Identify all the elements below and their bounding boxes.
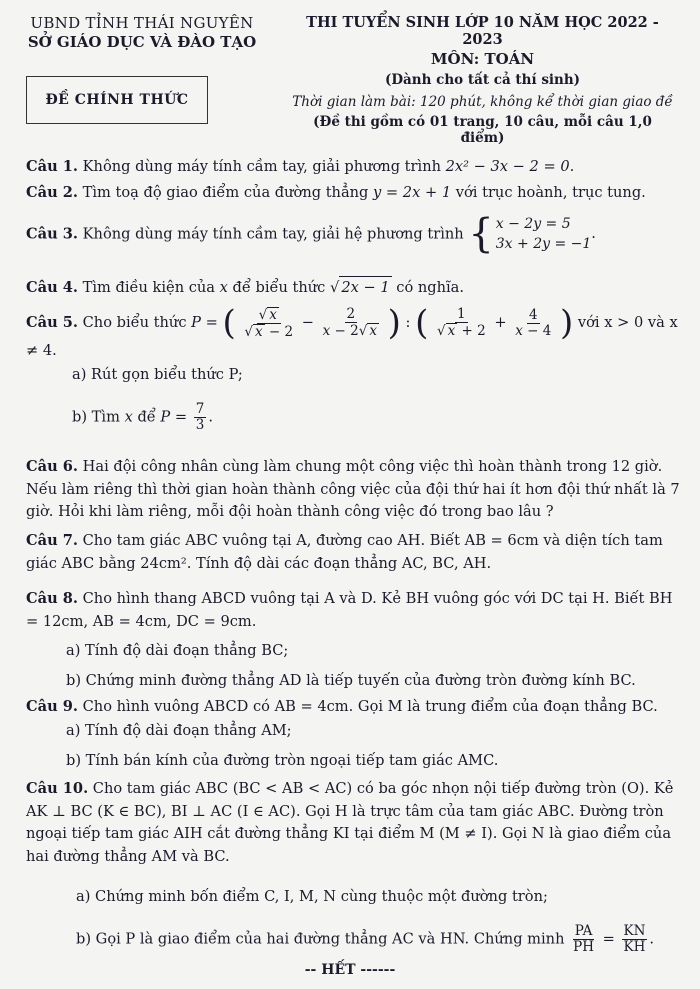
q8-part-b: b) Chứng minh đường thẳng AD là tiếp tuyến của đường tròn đường kính BC.	[66, 672, 636, 689]
q10-part-b: b) Gọi P là giao điểm của hai đường thẳng AC và HN. Chứng minh $\frac{PA}{PH}$ = $\frac{KN}{KH}$ .	[76, 923, 655, 955]
q5-expression: P = ( $\frac{√ x}{√ x - 2}$ − $\frac{2}{x - 2√ x}$ ) : ( $\frac{1}{√ x + 2}$ + $\frac{4}{x - 4}$ )	[191, 303, 574, 343]
official-stamp-box: ĐỀ CHÍNH THỨC	[26, 76, 208, 124]
q8-part-a: a) Tính độ dài đoạn thẳng BC;	[66, 642, 289, 659]
q9-part-a: a) Tính độ dài đoạn thẳng AM;	[66, 722, 292, 739]
exam-duration: Thời gian làm bài: 120 phút, không kể thời gian giao đề	[292, 94, 673, 110]
question-6: Câu 6. Hai đội công nhân cùng làm chung một công việc thì hoàn thành trong 12 giờ. Nếu làm riêng thì thời gian hoàn thành công việc của đội thứ hai ít hơn đội thứ nhất là 7 giờ. Hỏi khi làm riêng, mỗi đội hoàn thành công việc đó trong bao lâu ?	[26, 458, 680, 521]
question-10: Câu 10. Cho tam giác ABC (BC < AB < AC) có ba góc nhọn nội tiếp đường tròn (O). Kẻ AK ⊥ BC (K ∈ BC), BI ⊥ AC (I ∈ AC). Gọi H là trực tâm của tam giác ABC. Đường tròn ngoại tiếp tam giác AIH cắt đường thẳng KI tại điểm M (M ≠ I). Gọi N là giao điểm của hai đường thẳng AM và BC.	[26, 780, 674, 865]
q4-sqrt-expression: √ 2x − 1	[330, 279, 392, 296]
question-5: Câu 5. Cho biểu thức P = ( $\frac{√ x}{√ x - 2}$ − $\frac{2}{x - 2√ x}$ ) : ( $\frac{1}{√ x + 2}$ + $\frac{4}{x - 4}$ ) với x > 0 và x ≠ 4.	[26, 303, 678, 359]
question-3: Câu 3. Không dùng máy tính cầm tay, giải hệ phương trình { x − 2y = 5 3x + 2y = −1 .	[26, 211, 596, 258]
question-7: Câu 7. Cho tam giác ABC vuông tại A, đường cao AH. Biết AB = 6cm và diện tích tam giác ABC bằng 24cm². Tính độ dài các đoạn thẳng AC, BC, AH.	[26, 532, 663, 572]
q9-part-b: b) Tính bán kính của đường tròn ngoại tiếp tam giác AMC.	[66, 752, 499, 769]
issuer-department: SỞ GIÁO DỤC VÀ ĐÀO TẠO	[27, 33, 257, 51]
question-2: Câu 2. Tìm toạ độ giao điểm của đường thẳng y = 2x + 1 với trục hoành, trục tung.	[26, 184, 646, 201]
q3-equation-system: { x − 2y = 5 3x + 2y = −1 .	[468, 211, 596, 258]
q5-part-b: b) Tìm x để P = $\frac{7}{3}$ .	[72, 401, 213, 433]
q5-condition: với x > 0 và x ≠ 4.	[26, 314, 678, 359]
exam-title: THI TUYỂN SINH LỚP 10 NĂM HỌC 2022 - 2023	[306, 14, 659, 48]
exam-audience: (Dành cho tất cả thí sinh)	[384, 72, 581, 88]
question-4: Câu 4. Tìm điều kiện của x để biểu thức √ 2x − 1 có nghĩa.	[26, 276, 682, 300]
issuer-province: UBND TỈNH THÁI NGUYÊN	[30, 14, 254, 32]
question-1: Câu 1. Không dùng máy tính cầm tay, giải phương trình 2x² − 3x − 2 = 0.	[26, 158, 575, 175]
q5-part-a: a) Rút gọn biểu thức P;	[72, 366, 243, 383]
end-marker: -- HẾT ------	[304, 962, 396, 978]
exam-title-block	[290, 14, 675, 146]
exam-info: (Đề thi gồm có 01 trang, 10 câu, mỗi câu 1,0 điểm)	[313, 114, 652, 146]
q2-line-equation: y = 2x + 1	[373, 184, 452, 201]
exam-subject: MÔN: TOÁN	[430, 50, 535, 68]
question-8: Câu 8. Cho hình thang ABCD vuông tại A và D. Kẻ BH vuông góc với DC tại H. Biết BH = 12cm, AB = 4cm, DC = 9cm.	[26, 590, 673, 630]
q10-part-a: a) Chứng minh bốn điểm C, I, M, N cùng thuộc một đường tròn;	[76, 888, 548, 905]
question-9: Câu 9. Cho hình vuông ABCD có AB = 4cm. Gọi M là trung điểm của đoạn thẳng BC.	[26, 698, 658, 715]
issuer-block	[22, 14, 262, 51]
q1-equation: 2x² − 3x − 2 = 0.	[445, 158, 575, 175]
